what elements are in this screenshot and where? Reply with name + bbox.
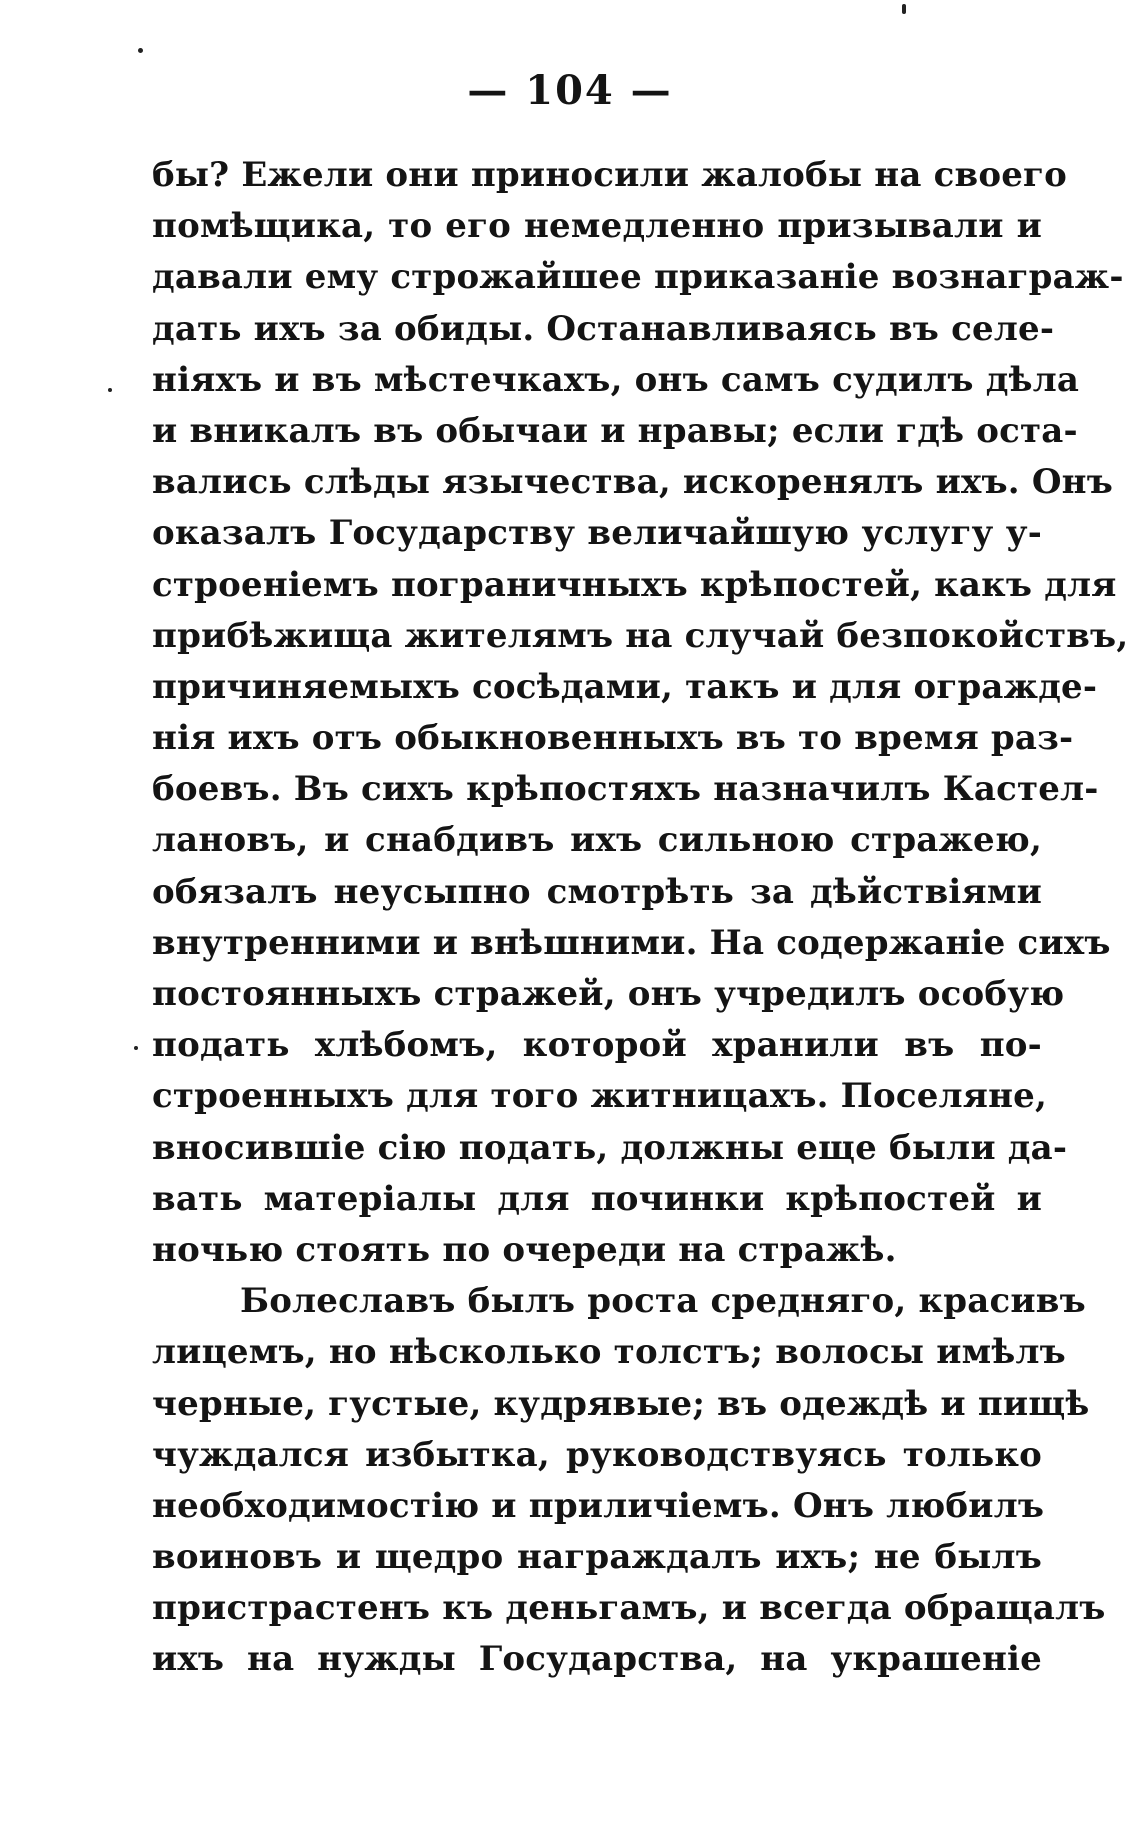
paragraph-1 [152, 150, 1129, 1276]
text-line: строенныхъ для того житницахъ. Поселяне, [152, 1076, 1048, 1117]
paragraph-2 [152, 1276, 1106, 1686]
text-line: внутренними и внѣшними. На содержаніе сихъ [152, 922, 1111, 963]
text-line: вносившіе сію подать, должны еще были да- [152, 1127, 1068, 1168]
text-line: ночью стоять по очереди на стражѣ. [152, 1229, 897, 1270]
text-line: пристрастенъ къ деньгамъ, и всегда обращалъ [152, 1588, 1106, 1629]
text-line: Болеславъ былъ роста средняго, красивъ [240, 1281, 1086, 1322]
print-speck [138, 48, 143, 53]
body-text [152, 150, 1129, 1686]
text-line: нія ихъ отъ обыкновенныхъ въ то время раз- [152, 718, 1074, 759]
text-line: необходимостію и приличіемъ. Онъ любилъ [152, 1485, 1045, 1526]
text-line: давали ему строжайшее приказаніе вознаграж- [152, 257, 1124, 298]
text-line: лановъ, и снабдивъ ихъ сильною стражею, [152, 820, 1042, 861]
print-speck [108, 388, 112, 392]
text-line: ихъ на нужды Государства, на украшеніе [152, 1639, 1042, 1680]
text-line: ніяхъ и въ мѣстечкахъ, онъ самъ судилъ дѣла [152, 359, 1080, 400]
print-speck [902, 4, 906, 14]
text-line: черные, густые, кудрявые; въ одеждѣ и пищѣ [152, 1383, 1090, 1424]
text-line: строеніемъ пограничныхъ крѣпостей, какъ для [152, 564, 1117, 605]
text-line: вались слѣды язычества, искоренялъ ихъ. Онъ [152, 462, 1114, 503]
text-line: лицемъ, но нѣсколько толстъ; волосы имѣлъ [152, 1332, 1066, 1373]
print-speck [134, 1046, 138, 1050]
text-line: воиновъ и щедро награждалъ ихъ; не былъ [152, 1537, 1042, 1578]
page-number: — 104 — [467, 67, 673, 114]
text-line: обязалъ неусыпно смотрѣть за дѣйствіями [152, 871, 1042, 912]
text-line: боевъ. Въ сихъ крѣпостяхъ назначилъ Кастел- [152, 769, 1099, 810]
text-line: вать матеріалы для починки крѣпостей и [152, 1178, 1042, 1219]
text-line: чуждался избытка, руководствуясь только [152, 1434, 1042, 1475]
text-line: подать хлѣбомъ, которой хранили въ по- [152, 1025, 1042, 1066]
text-line: и вникалъ въ обычаи и нравы; если гдѣ оста- [152, 410, 1078, 451]
text-line: дать ихъ за обиды. Останавливаясь въ селе- [152, 308, 1055, 349]
text-line: постоянныхъ стражей, онъ учредилъ особую [152, 974, 1065, 1014]
text-line: оказалъ Государству величайшую услугу у- [152, 513, 1042, 554]
text-line: бы? Ежели они приносили жалобы на своего [152, 155, 1067, 195]
text-line: причиняемыхъ сосѣдами, такъ и для огражде- [152, 666, 1098, 707]
text-line: прибѣжища жителямъ на случай безпокойствъ, [152, 615, 1129, 656]
text-line: помѣщика, то его немедленно призывали и [152, 206, 1042, 247]
